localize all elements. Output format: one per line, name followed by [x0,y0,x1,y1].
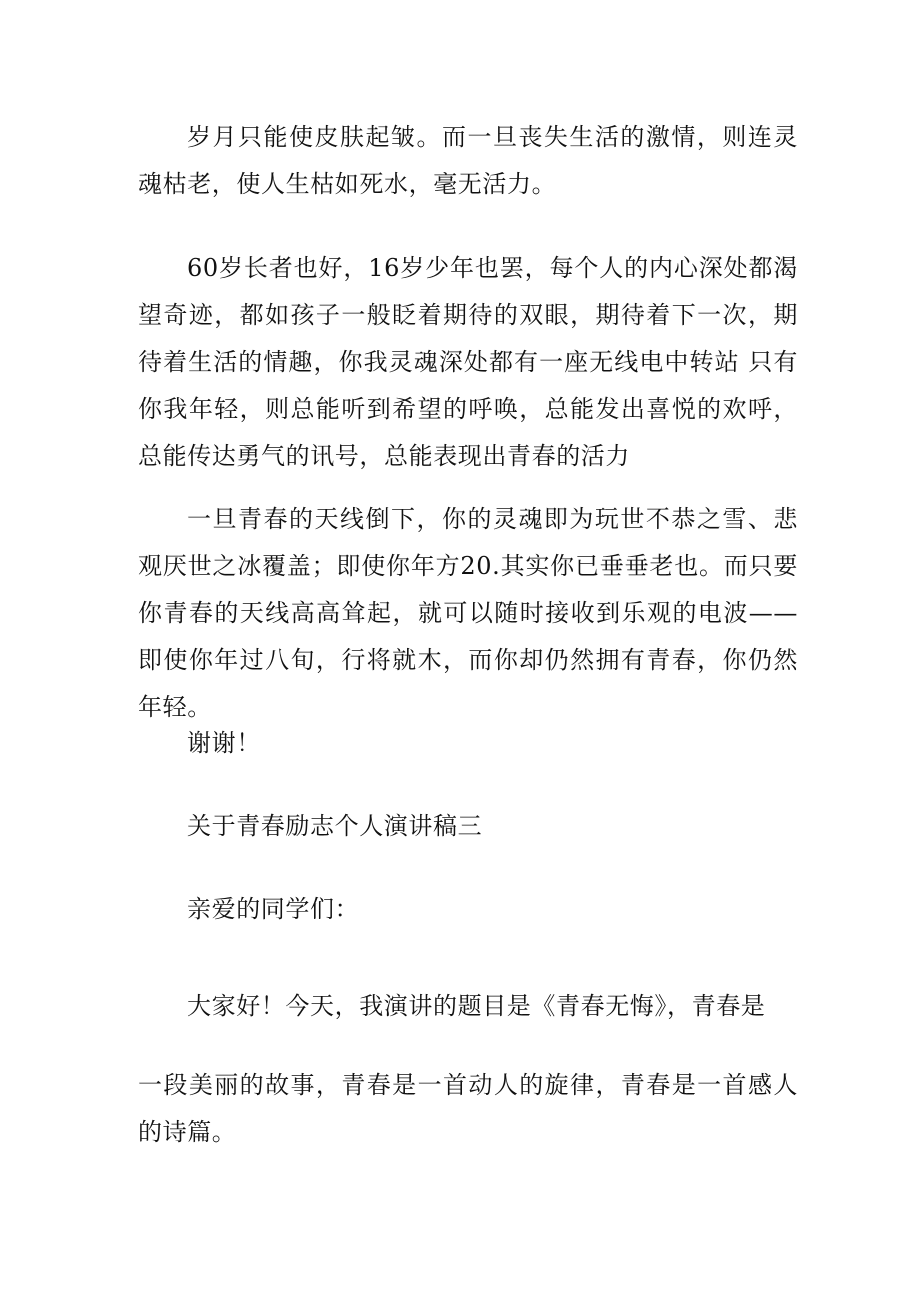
paragraph-3: 一旦青春的天线倒下，你的灵魂即为玩世不恭之雪、悲观厌世之冰覆盖；即使你年方20.其实你已垂垂老也。而只要你青春的天线高高耸起，就可以随时接收到乐观的电波——即使你年过八旬，行将就木，而你却仍然拥有青春，你仍然年轻。 [138,505,798,721]
section-heading: 关于青春励志个人演讲稿三 [187,812,483,840]
paragraph-2: 60岁长者也好，16岁少年也罢，每个人的内心深处都渴望奇迹，都如孩子一般眨着期待的双眼，期待着下一次，期待着生活的情趣，你我灵魂深处都有一座无线电中转站 只有你我年轻，则总能听到希望的呼唤，总能发出喜悦的欢呼，总能传达勇气的讯号，总能表现出青春的活力 [138,254,798,470]
paragraph-greeting: 大家好！今天，我演讲的题目是《青春无悔》，青春是 [187,992,766,1020]
paragraph-1: 岁月只能使皮肤起皱。而一旦丧失生活的激情，则连灵魂枯老，使人生枯如死水，毫无活力。 [138,123,798,198]
paragraph-continuation: 一段美丽的故事，青春是一首动人的旋律，青春是一首感人的诗篇。 [138,1071,798,1146]
salutation: 亲爱的同学们： [187,895,360,923]
paragraph-thanks: 谢谢！ [187,729,261,757]
